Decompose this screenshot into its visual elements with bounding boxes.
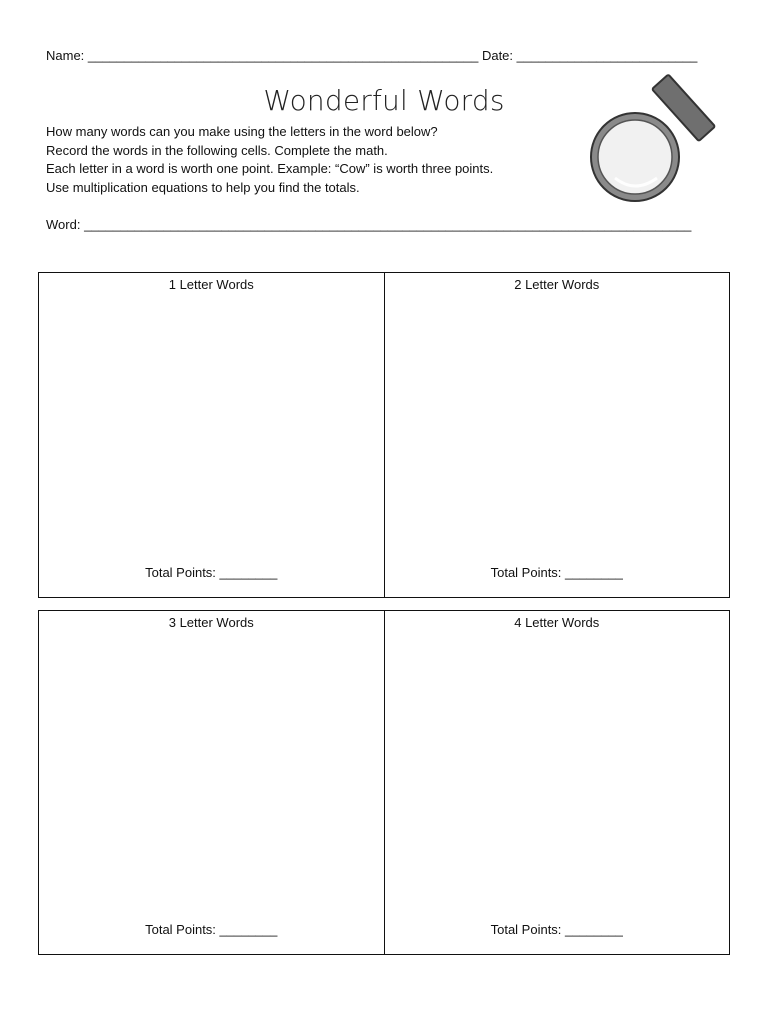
cell-heading: 4 Letter Words <box>514 615 600 630</box>
cell-heading: 1 Letter Words <box>168 277 254 292</box>
total-points-field[interactable]: Total Points: ________ <box>145 565 278 580</box>
date-label: Date: <box>481 48 517 63</box>
cell-2-letter-words[interactable] <box>384 273 730 597</box>
total-points-field[interactable]: Total Points: ________ <box>490 565 623 580</box>
total-points-field[interactable]: Total Points: ________ <box>145 922 278 937</box>
instructions <box>46 123 493 197</box>
instruction-line: Use multiplication equations to help you find the totals. <box>46 179 360 195</box>
instruction-line: Each letter in a word is worth one point. Example: “Cow” is worth three points. <box>46 161 494 176</box>
name-field[interactable]: ______________________________________________________ <box>87 48 479 63</box>
page-title: Wonderful Words <box>263 84 505 117</box>
cell-heading: 3 Letter Words <box>168 615 254 630</box>
cell-heading: 2 Letter Words <box>514 277 600 292</box>
cell-3-letter-words[interactable] <box>39 611 384 954</box>
word-grid-top <box>38 272 730 598</box>
word-grid-bottom <box>38 610 730 955</box>
name-date-row <box>46 48 697 63</box>
word-field[interactable]: ____________________________________________________________________________________ <box>84 217 692 232</box>
cell-1-letter-words[interactable] <box>39 273 384 597</box>
cell-4-letter-words[interactable] <box>384 611 730 954</box>
instruction-line: How many words can you make using the letters in the word below? <box>46 124 438 139</box>
word-label: Word: <box>46 217 85 232</box>
word-row <box>46 217 691 232</box>
magnifying-glass-icon <box>585 74 730 214</box>
date-field[interactable]: _________________________ <box>516 48 698 63</box>
instruction-line: Record the words in the following cells. Complete the math. <box>46 142 388 158</box>
name-label: Name: <box>46 48 88 63</box>
total-points-field[interactable]: Total Points: ________ <box>490 922 623 937</box>
